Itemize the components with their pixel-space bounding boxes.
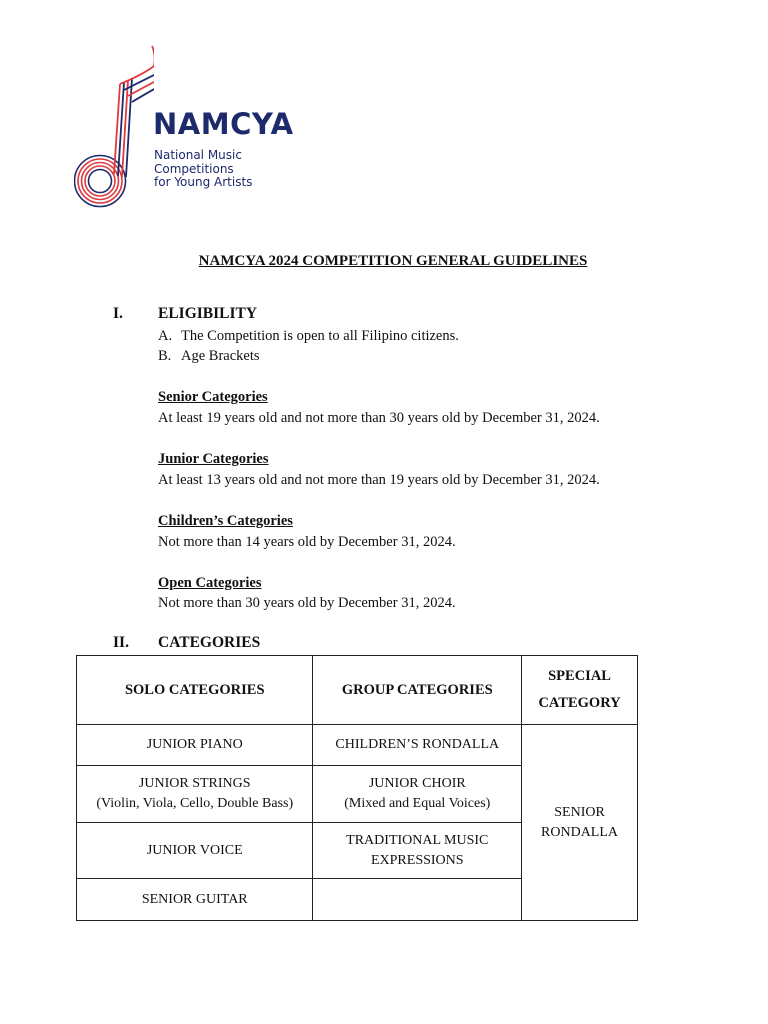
document-title: NAMCYA 2024 COMPETITION GENERAL GUIDELINES (198, 253, 588, 269)
list-item (158, 328, 459, 345)
table-header-row (77, 656, 638, 725)
special-cell (522, 725, 638, 921)
group-name: CHILDREN’S RONDALLA (335, 737, 500, 752)
group-name: JUNIOR CHOIR (368, 776, 466, 791)
header-special-line: CATEGORY (538, 695, 621, 711)
group-sub: EXPRESSIONS (370, 852, 464, 868)
solo-name: JUNIOR STRINGS (138, 776, 251, 791)
logo-subtitle-line: Competitions (154, 161, 234, 176)
group-sub: (Mixed and Equal Voices) (344, 796, 491, 811)
table-row (77, 725, 638, 766)
group-cell (313, 725, 522, 766)
section-number: I. (113, 305, 123, 322)
solo-sub: (Violin, Viola, Cello, Double Bass) (96, 796, 294, 811)
list-marker: B. (158, 348, 172, 364)
category-text: At least 13 years old and not more than 19 years old by December 31, 2024. (158, 472, 600, 488)
solo-cell (77, 725, 313, 766)
logo-subtitle-line: for Young Artists (154, 175, 253, 189)
list-text: Age Brackets (181, 348, 260, 364)
logo-subtitle (154, 149, 252, 190)
group-cell (313, 823, 522, 879)
list-marker: A. (158, 328, 173, 344)
list-item (158, 348, 260, 365)
solo-name: SENIOR GUITAR (141, 891, 248, 907)
category-text: Not more than 14 years old by December 31, 2024. (158, 534, 456, 550)
special-name: RONDALLA (541, 824, 619, 840)
header-special-line: SPECIAL (548, 668, 611, 684)
logo-subtitle-line: National Music (154, 148, 242, 162)
section-title-eligibility: ELIGIBILITY (158, 305, 258, 322)
group-name: TRADITIONAL MUSIC (346, 832, 489, 848)
category-text: Not more than 30 years old by December 31, 2024. (158, 595, 456, 611)
section-number: II. (113, 634, 129, 651)
category-heading: Children’s Categories (158, 513, 293, 529)
list-text: The Competition is open to all Filipino citizens. (181, 328, 459, 344)
category-heading: Junior Categories (158, 451, 269, 467)
group-cell (313, 879, 522, 921)
category-heading: Senior Categories (158, 389, 268, 405)
logo-title: NAMCYA (153, 107, 294, 141)
solo-cell (77, 766, 313, 823)
special-name: SENIOR (554, 804, 605, 820)
solo-cell (77, 879, 313, 921)
header-special (522, 656, 638, 725)
solo-name: JUNIOR PIANO (146, 737, 243, 752)
header-solo: SOLO CATEGORIES (77, 656, 313, 725)
music-note-icon (74, 44, 154, 208)
header-group: GROUP CATEGORIES (313, 656, 522, 725)
solo-name: JUNIOR VOICE (146, 842, 243, 858)
namcya-logo (74, 44, 314, 208)
categories-table (76, 655, 638, 921)
category-text: At least 19 years old and not more than 30 years old by December 31, 2024. (158, 410, 600, 426)
group-cell (313, 766, 522, 823)
solo-cell (77, 823, 313, 879)
category-heading: Open Categories (158, 575, 262, 591)
section-title-categories: CATEGORIES (158, 634, 261, 651)
